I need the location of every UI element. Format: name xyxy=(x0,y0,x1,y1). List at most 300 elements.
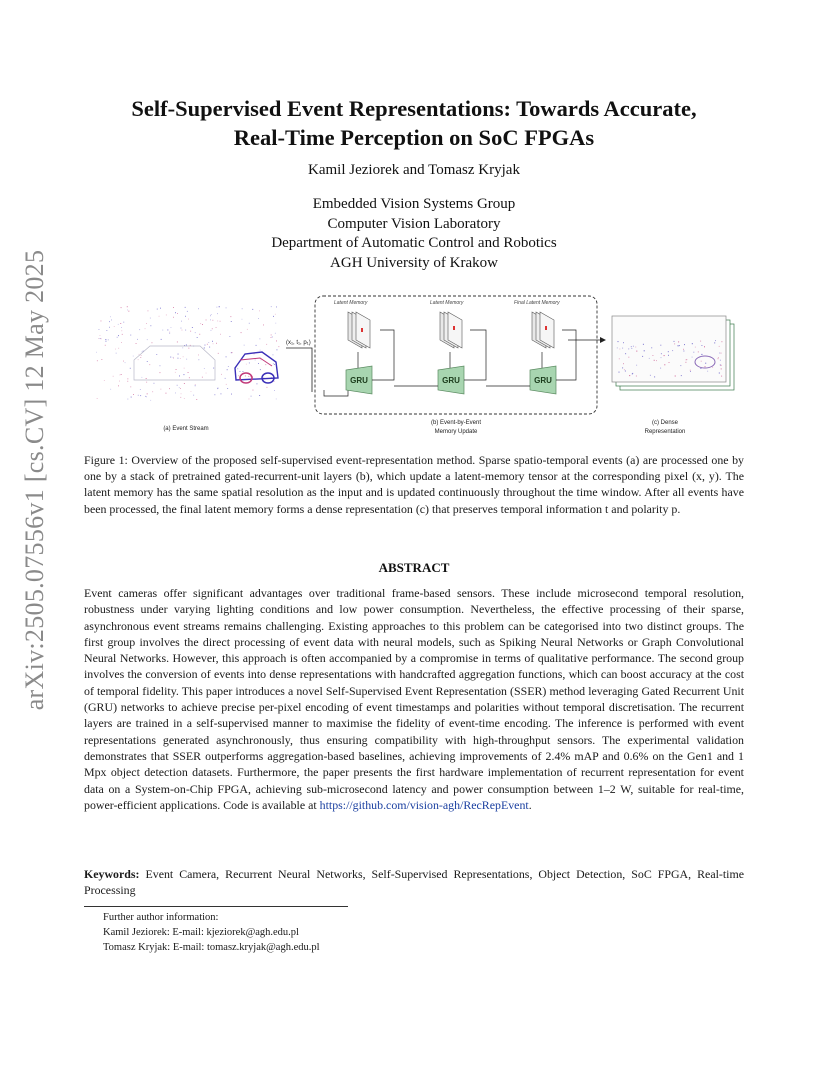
event-dot xyxy=(276,307,277,308)
dense-dot xyxy=(721,376,722,377)
event-dot xyxy=(193,395,194,396)
event-dot xyxy=(96,352,97,353)
event-dot xyxy=(210,315,211,316)
affiliation-department: Department of Automatic Control and Robotics xyxy=(271,235,557,251)
event-dot xyxy=(167,330,168,331)
dense-dot xyxy=(678,345,679,346)
event-dot xyxy=(178,354,179,355)
dense-dot xyxy=(625,371,626,372)
dense-representation-image xyxy=(612,316,734,390)
event-dot xyxy=(150,400,151,401)
event-dot xyxy=(237,368,238,369)
event-dot xyxy=(119,381,120,382)
event-dot xyxy=(162,330,163,331)
event-dot xyxy=(217,313,218,314)
event-dot xyxy=(184,368,185,369)
dense-dot xyxy=(707,371,708,372)
event-dot xyxy=(274,381,275,382)
event-dot xyxy=(147,361,148,362)
event-dot xyxy=(238,375,239,376)
event-stream-image xyxy=(94,304,282,402)
event-dot xyxy=(181,328,182,329)
event-dot xyxy=(133,394,134,395)
event-dot xyxy=(212,320,213,321)
dense-dot xyxy=(683,351,684,352)
memory-stack-icon xyxy=(348,312,370,348)
dense-dot xyxy=(700,368,701,369)
gru-stage-1 xyxy=(324,300,394,396)
event-dot xyxy=(98,338,99,339)
dense-dot xyxy=(698,351,699,352)
event-dot xyxy=(259,310,260,311)
event-dot xyxy=(160,389,161,390)
event-dot xyxy=(221,393,222,394)
event-dot xyxy=(186,345,187,346)
dense-dot xyxy=(675,376,676,377)
keywords-label: Keywords: xyxy=(84,867,140,881)
event-dot xyxy=(150,318,151,319)
event-dot xyxy=(118,348,119,349)
event-dot xyxy=(244,345,245,346)
event-dot xyxy=(207,344,208,345)
event-dot xyxy=(217,388,218,389)
code-link[interactable]: https://github.com/vision-agh/RecRepEvent xyxy=(319,797,529,812)
event-dot xyxy=(150,325,151,326)
dense-dot xyxy=(632,373,633,374)
dense-dot xyxy=(681,375,682,376)
event-dot xyxy=(183,356,184,357)
event-dot xyxy=(118,335,119,336)
event-dot xyxy=(274,364,275,365)
arxiv-id: arXiv:2505.07556v1 [cs.CV] 12 May 2025 xyxy=(20,249,49,711)
event-dot xyxy=(220,334,221,335)
event-dot xyxy=(139,329,140,330)
event-dot xyxy=(182,347,183,348)
dense-dot xyxy=(714,342,715,343)
event-dot xyxy=(157,309,158,310)
latent-memory-label-3: Final Latent Memory xyxy=(514,300,560,306)
dense-dot xyxy=(701,361,702,362)
event-dot xyxy=(271,306,272,307)
dense-dot xyxy=(633,346,634,347)
event-dot xyxy=(127,310,128,311)
event-dot xyxy=(198,359,199,360)
event-dot xyxy=(258,363,259,364)
event-dot xyxy=(274,390,275,391)
event-dot xyxy=(221,374,222,375)
event-dot xyxy=(175,393,176,394)
dense-dot xyxy=(685,362,686,363)
event-dot xyxy=(195,332,196,333)
event-dot xyxy=(122,334,123,335)
dense-dot xyxy=(622,367,623,368)
event-dot xyxy=(121,327,122,328)
keywords-text: Event Camera, Recurrent Neural Networks, Self-Supervised Representations, Object Detection, SoC FPGA, Real-time Processing xyxy=(84,867,744,898)
event-dot xyxy=(97,360,98,361)
event-dot xyxy=(272,337,273,338)
latent-memory-label-1: Latent Memory xyxy=(334,300,368,306)
event-dot xyxy=(241,332,242,333)
event-dot xyxy=(253,390,254,391)
event-dot xyxy=(145,328,146,329)
footnote xyxy=(103,910,603,955)
event-dot xyxy=(276,399,277,400)
affiliations xyxy=(80,195,748,273)
event-dot xyxy=(184,383,185,384)
event-dot xyxy=(218,353,219,354)
event-dot xyxy=(130,386,131,387)
event-dot xyxy=(121,374,122,375)
abstract-heading: ABSTRACT xyxy=(378,560,450,575)
event-dot xyxy=(121,330,122,331)
event-dot xyxy=(180,358,181,359)
event-dot xyxy=(146,323,147,324)
event-dot xyxy=(111,320,112,321)
dense-dot xyxy=(617,347,618,348)
event-dot xyxy=(173,317,174,318)
event-dot xyxy=(184,398,185,399)
event-dot xyxy=(202,324,203,325)
footnote-author-1: Kamil Jeziorek: E-mail: kjeziorek@agh.edu.pl xyxy=(103,927,299,938)
event-dot xyxy=(249,399,250,400)
dense-dot xyxy=(721,341,722,342)
event-dot xyxy=(189,377,190,378)
event-dot xyxy=(175,312,176,313)
event-dot xyxy=(118,324,119,325)
event-dot xyxy=(258,318,259,319)
event-dot xyxy=(133,356,134,357)
event-dot xyxy=(113,376,114,377)
event-dot xyxy=(108,339,109,340)
arxiv-stamp xyxy=(12,0,58,1072)
event-dot xyxy=(260,350,261,351)
dense-dot xyxy=(692,357,693,358)
event-dot xyxy=(149,364,150,365)
event-dot xyxy=(273,363,274,364)
event-dot xyxy=(192,327,193,328)
dense-dot xyxy=(719,346,720,347)
event-dot xyxy=(198,355,199,356)
event-dot xyxy=(275,333,276,334)
event-dot xyxy=(120,323,121,324)
event-dot xyxy=(214,394,215,395)
dense-dot xyxy=(619,358,620,359)
event-dot xyxy=(106,330,107,331)
latent-memory-label-2: Latent Memory xyxy=(430,300,464,306)
event-dot xyxy=(231,321,232,322)
event-dot xyxy=(227,369,228,370)
paper-title xyxy=(80,94,748,152)
panel-b-label-1: (b) Event-by-Event xyxy=(430,420,482,426)
keywords xyxy=(84,866,744,899)
event-dot xyxy=(121,342,122,343)
affiliation-lab: Computer Vision Laboratory xyxy=(327,215,501,232)
dense-dot xyxy=(669,362,670,363)
dense-dot xyxy=(720,360,721,361)
event-dot xyxy=(216,343,217,344)
event-dot xyxy=(141,377,142,378)
affiliation-group: Embedded Vision Systems Group xyxy=(312,196,516,212)
dense-dot xyxy=(674,343,675,344)
event-dot xyxy=(191,391,192,392)
dense-dot xyxy=(623,342,624,343)
dense-dot xyxy=(661,357,662,358)
event-dot xyxy=(211,330,212,331)
event-dot xyxy=(110,389,111,390)
event-dot xyxy=(185,330,186,331)
event-dot xyxy=(267,387,268,388)
event-dot xyxy=(127,306,128,307)
event-dot xyxy=(195,384,196,385)
figure-diagram xyxy=(90,290,750,440)
event-dot xyxy=(177,385,178,386)
event-dot xyxy=(265,364,266,365)
dense-dot xyxy=(656,360,657,361)
affiliation-university: AGH University of Krakow xyxy=(330,254,498,271)
event-dot xyxy=(137,339,138,340)
event-dot xyxy=(276,341,277,342)
dense-dot xyxy=(700,341,701,342)
dense-dot xyxy=(720,364,721,365)
event-dot xyxy=(220,321,221,322)
event-dot xyxy=(147,393,148,394)
event-dot xyxy=(101,338,102,339)
figure-1 xyxy=(90,290,750,440)
panel-b-label-2: Memory Update xyxy=(434,429,478,435)
dense-dot xyxy=(622,348,623,349)
dense-dot xyxy=(628,348,629,349)
event-dot xyxy=(261,359,262,360)
event-dot xyxy=(184,374,185,375)
dense-dot xyxy=(668,355,669,356)
event-dot xyxy=(101,321,102,322)
event-dot xyxy=(210,319,211,320)
dense-dot xyxy=(678,341,679,342)
event-dot xyxy=(109,321,110,322)
dense-dot xyxy=(619,349,620,350)
event-dot xyxy=(147,339,148,340)
event-dot xyxy=(200,323,201,324)
dense-dot xyxy=(642,356,643,357)
event-dot xyxy=(117,337,118,338)
event-dot xyxy=(104,380,105,381)
event-dot xyxy=(256,345,257,346)
event-dot xyxy=(110,316,111,317)
event-dot xyxy=(131,397,132,398)
event-dot xyxy=(211,314,212,315)
event-dot xyxy=(186,359,187,360)
dense-dot xyxy=(652,355,653,356)
dense-dot xyxy=(672,350,673,351)
event-dot xyxy=(97,398,98,399)
event-dot xyxy=(206,320,207,321)
event-dot xyxy=(146,378,147,379)
dense-dot xyxy=(661,353,662,354)
authors: Kamil Jeziorek and Tomasz Kryjak xyxy=(308,162,520,178)
footnote-heading: Further author information: xyxy=(103,912,219,923)
event-dot xyxy=(205,345,206,346)
event-dot xyxy=(257,383,258,384)
event-dot xyxy=(273,316,274,317)
event-dot xyxy=(188,372,189,373)
event-dot xyxy=(115,349,116,350)
event-dot xyxy=(216,307,217,308)
event-dot xyxy=(213,368,214,369)
dense-dot xyxy=(654,376,655,377)
event-dot xyxy=(228,366,229,367)
event-dot xyxy=(145,396,146,397)
event-dot xyxy=(160,308,161,309)
event-dot xyxy=(249,363,250,364)
event-dot xyxy=(139,354,140,355)
event-dot xyxy=(179,387,180,388)
event-dot xyxy=(188,348,189,349)
gru-label-1: GRU xyxy=(350,376,368,385)
event-dot xyxy=(160,365,161,366)
event-dot xyxy=(275,314,276,315)
dense-dot xyxy=(631,348,632,349)
event-dot xyxy=(230,316,231,317)
event-dot xyxy=(259,338,260,339)
event-dot xyxy=(260,369,261,370)
panel-c-label-1: (c) Dense xyxy=(651,420,679,426)
event-dot xyxy=(127,378,128,379)
title-line-1: Self-Supervised Event Representations: Towards Accurate, xyxy=(131,96,697,121)
dense-dot xyxy=(701,345,702,346)
gru-stage-3 xyxy=(486,300,606,394)
event-dot xyxy=(130,368,131,369)
panel-c-label-2: Representation xyxy=(644,429,686,435)
figure-caption: Figure 1: Overview of the proposed self-supervised event-representation method. Sparse spatio-temporal events (a) are processed one by one by a stack of pretrained gated-recurrent-unit layers (b), which update a latent-memory tensor at the corresponding pixel (x, y). The latent memory has the same spatial resolution as the input and is updated continuously throughout the time window. After all events have been processed, the final latent memory forms a dense representation (c) that preserves temporal information t and polarity p. xyxy=(84,453,744,516)
event-dot xyxy=(197,337,198,338)
event-dot xyxy=(185,307,186,308)
event-dot xyxy=(259,395,260,396)
dense-dot xyxy=(701,354,702,355)
event-dot xyxy=(114,326,115,327)
event-dot xyxy=(136,343,137,344)
event-dot xyxy=(169,333,170,334)
dense-dot xyxy=(636,376,637,377)
event-dot xyxy=(217,321,218,322)
dense-dot xyxy=(623,363,624,364)
event-dot xyxy=(173,307,174,308)
event-dot xyxy=(166,393,167,394)
event-dot xyxy=(187,311,188,312)
event-dot xyxy=(100,335,101,336)
dense-dot xyxy=(660,345,661,346)
event-dot xyxy=(140,395,141,396)
dense-dot xyxy=(715,340,716,341)
dense-dot xyxy=(680,365,681,366)
event-dot xyxy=(263,325,264,326)
event-dot xyxy=(246,364,247,365)
event-dot xyxy=(185,316,186,317)
dense-dot xyxy=(629,375,630,376)
event-dot xyxy=(198,308,199,309)
event-dot xyxy=(188,319,189,320)
event-dot xyxy=(213,343,214,344)
event-dot xyxy=(212,341,213,342)
event-dot xyxy=(226,356,227,357)
event-dot xyxy=(181,321,182,322)
event-dot xyxy=(195,385,196,386)
event-dot xyxy=(109,327,110,328)
event-dot xyxy=(271,335,272,336)
dense-dot xyxy=(719,373,720,374)
dense-dot xyxy=(693,352,694,353)
event-dot xyxy=(231,394,232,395)
dense-dot xyxy=(704,346,705,347)
event-dot xyxy=(127,399,128,400)
memory-stack-icon xyxy=(532,312,554,348)
abstract xyxy=(84,585,744,813)
event-dot xyxy=(190,331,191,332)
event-dot xyxy=(99,329,100,330)
event-dot xyxy=(100,338,101,339)
event-dot xyxy=(166,315,167,316)
event-dot xyxy=(245,376,246,377)
dense-dot xyxy=(664,355,665,356)
event-dot xyxy=(178,358,179,359)
event-dot xyxy=(142,351,143,352)
dense-dot xyxy=(664,364,665,365)
event-dot xyxy=(116,353,117,354)
event-dot xyxy=(141,355,142,356)
footnote-author-2: Tomasz Kryjak: E-mail: tomasz.kryjak@agh.edu.pl xyxy=(103,942,320,953)
event-dot xyxy=(173,357,174,358)
event-dot xyxy=(218,306,219,307)
dense-dot xyxy=(705,366,706,367)
event-dot xyxy=(248,376,249,377)
event-dot xyxy=(105,339,106,340)
event-dot xyxy=(180,388,181,389)
event-dot xyxy=(138,359,139,360)
event-dot xyxy=(128,311,129,312)
event-dot xyxy=(247,329,248,330)
event-dot xyxy=(152,342,153,343)
event-dot xyxy=(199,334,200,335)
event-dot xyxy=(181,393,182,394)
dense-dot xyxy=(705,363,706,364)
event-dot xyxy=(212,328,213,329)
dense-dot xyxy=(650,375,651,376)
event-dot xyxy=(204,368,205,369)
dense-dot xyxy=(636,365,637,366)
event-dot xyxy=(226,307,227,308)
event-dot xyxy=(208,342,209,343)
gru-label-3: GRU xyxy=(534,376,552,385)
event-dot xyxy=(266,344,267,345)
event-dot xyxy=(146,396,147,397)
event-dot xyxy=(140,389,141,390)
event-dot xyxy=(130,335,131,336)
dense-dot xyxy=(690,370,691,371)
event-dot xyxy=(202,377,203,378)
event-dot xyxy=(179,376,180,377)
event-dot xyxy=(169,388,170,389)
event-dot xyxy=(170,357,171,358)
dense-dot xyxy=(668,351,669,352)
event-dot xyxy=(273,354,274,355)
event-dot xyxy=(106,341,107,342)
dense-dot xyxy=(636,351,637,352)
dense-dot xyxy=(619,372,620,373)
dense-dot xyxy=(683,349,684,350)
event-dot xyxy=(229,336,230,337)
dense-dot xyxy=(649,358,650,359)
dense-dot xyxy=(721,353,722,354)
event-dot xyxy=(204,348,205,349)
